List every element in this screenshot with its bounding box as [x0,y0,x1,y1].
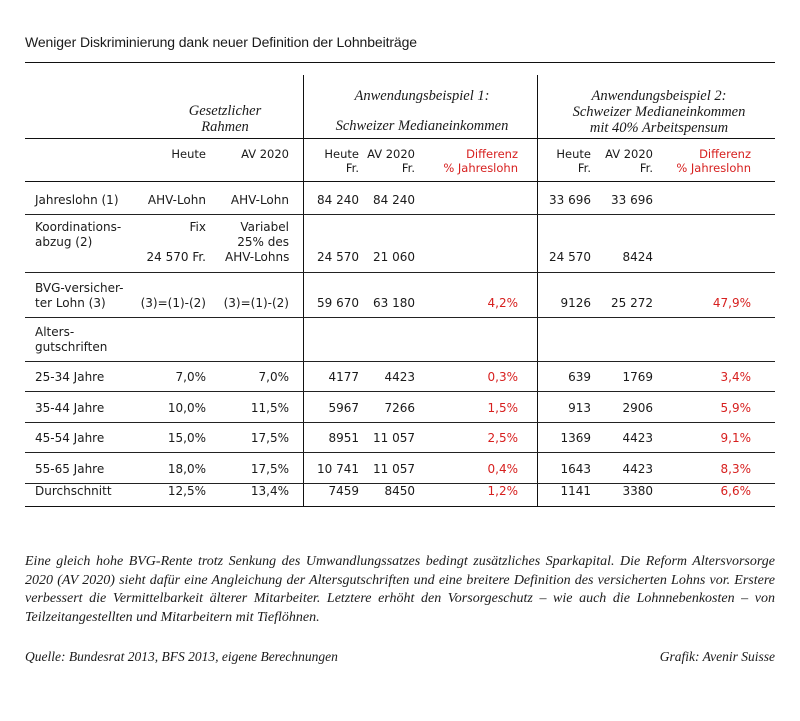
cell-age-ex2-diff: 3,4% [720,370,751,384]
cell-age-ex2-heute: 1369 [560,431,591,445]
group-ex2-header [543,88,775,136]
cell-age-legal-av: 17,5% [250,431,289,445]
cell-age-legal-heute: 15,0% [167,431,206,445]
row-rule-2 [25,272,775,273]
cell-age-ex2-heute: 639 [568,370,591,384]
cell-jahreslohn-ex2-heute: 33 696 [549,193,591,207]
cell-avg-legal-av: 13,4% [250,484,289,498]
group-ex1-header [308,88,536,104]
cell-avg-ex1-heute: 7459 [328,484,359,498]
group-ex1-line2: Schweizer Medianeinkommen [335,118,509,134]
cell-age-ex1-diff: 0,3% [487,370,518,384]
col-ex2-heute: Heute Fr. [556,147,591,175]
cell-age-ex1-heute: 8951 [328,431,359,445]
col-ex2-differenz: Differenz % Jahreslohn [676,147,751,175]
row-rule-age [25,391,775,392]
divider-ex1-ex2 [537,75,538,506]
group-legal-line2: Rahmen [201,119,249,135]
col-legal-av2020: AV 2020 [241,147,289,161]
row-label-jahreslohn: Jahreslohn (1) [35,193,119,207]
cell-age-ex2-diff: 5,9% [720,400,751,415]
group-ex1-sub [308,118,536,134]
cell-bvg-legal-av: (3)=(1)-(2) [223,296,289,310]
cell-koord-legal-av: Variabel 25% des AHV-Lohns [225,220,290,264]
cell-jahreslohn-legal-heute: AHV-Lohn [147,193,206,207]
row-label-age: 45-54 Jahre [35,431,105,445]
cell-koord-ex1-heute: 24 570 [317,250,359,264]
group-legal-line1: Gesetzlicher [188,103,262,119]
cell-bvg-legal-heute: (3)=(1)-(2) [140,296,206,310]
group-ex2-line1: Anwendungsbeispiel 2: [591,88,727,104]
cell-age-legal-heute: 18,0% [167,461,206,476]
cell-avg-ex2-diff: 6,6% [720,484,751,498]
cell-age-ex2-heute: 913 [568,400,591,415]
group-ex1-line1: Anwendungsbeispiel 1: [354,88,490,104]
cell-age-ex1-diff: 0,4% [487,461,518,476]
row-label-bvg: BVG-versicher- ter Lohn (3) [35,281,124,310]
cell-age-ex1-av: 7266 [384,400,415,415]
group-ex2-line3: mit 40% Arbeitspensum [589,120,729,136]
cell-bvg-ex2-av: 25 272 [611,296,653,310]
cell-age-ex1-heute: 4177 [328,370,359,384]
cell-age-ex2-heute: 1643 [560,461,591,476]
cell-age-ex1-av: 4423 [384,370,415,384]
cell-bvg-ex1-av: 63 180 [373,296,415,310]
row-label-alters: Alters- gutschriften [35,325,108,354]
cell-age-ex1-av: 11 057 [373,431,415,445]
cell-age-legal-av: 11,5% [250,400,289,415]
cell-age-ex2-diff: 8,3% [720,461,751,476]
cell-age-legal-av: 7,0% [258,370,289,384]
subheader-rule [25,181,775,182]
cell-age-ex1-diff: 1,5% [487,400,518,415]
cell-bvg-ex2-diff: 47,9% [712,296,751,310]
row-label-age: 25-34 Jahre [35,370,105,384]
cell-avg-ex1-av: 8450 [384,484,415,498]
credit-line: Grafik: Avenir Suisse [659,649,775,664]
group-ex2-line2: Schweizer Medianeinkommen [572,104,746,120]
cell-koord-legal-heute: Fix 24 570 Fr. [146,220,206,264]
row-rule-4 [25,361,775,362]
row-rule-age [25,422,775,423]
cell-age-ex2-av: 4423 [622,461,653,476]
cell-bvg-ex2-heute: 9126 [560,296,591,310]
cell-avg-legal-heute: 12,5% [167,484,206,498]
cell-age-ex1-heute: 10 741 [317,461,359,476]
row-rule-age [25,452,775,453]
explanatory-note: Eine gleich hohe BVG-Rente trotz Senkung des Umwandlungssatzes bedingt zusätzliches Sparkapital. Die Reform Altersvorsorge 2020 (AV 2020) sieht dafür eine Angleichung der Altersgutschriften und eine breitere Definition des versicherten Lohns vor. Erstere verbessert die Vermittelbarkeit älterer Mitarbeiter. Letztere erhöht den Vorsorgeschutz – wie auch die Lohnnebenkosten – von Teilzeitangestellten und Mitarbeitern mit Tieflöhnen. [25,554,775,625]
col-ex1-heute: Heute Fr. [324,147,359,175]
col-ex1-differenz: Differenz % Jahreslohn [443,147,518,175]
title-rule [25,62,775,63]
cell-age-ex1-diff: 2,5% [487,431,518,445]
cell-avg-ex1-diff: 1,2% [487,484,518,498]
table-bottom-rule [25,506,775,507]
cell-koord-ex2-av: 8424 [622,250,653,264]
cell-avg-ex2-heute: 1141 [560,484,591,498]
cell-avg-ex2-av: 3380 [622,484,653,498]
col-ex1-av2020: AV 2020 Fr. [367,147,415,175]
row-label-koordination: Koordinations- abzug (2) [35,220,122,249]
page-title: Weniger Diskriminierung dank neuer Definition der Lohnbeiträge [25,34,417,50]
cell-age-ex2-av: 4423 [622,431,653,445]
col-ex2-av2020: AV 2020 Fr. [605,147,653,175]
cell-bvg-ex1-heute: 59 670 [317,296,359,310]
cell-koord-ex1-av: 21 060 [373,250,415,264]
cell-jahreslohn-ex1-heute: 84 240 [317,193,359,207]
group-legal-header [150,103,300,135]
cell-age-legal-heute: 10,0% [167,400,206,415]
cell-age-legal-av: 17,5% [250,461,289,476]
cell-jahreslohn-ex1-av: 84 240 [373,193,415,207]
row-label-age: 55-65 Jahre [35,461,105,476]
cell-age-ex2-av: 2906 [622,400,653,415]
cell-age-ex1-av: 11 057 [373,461,415,476]
cell-age-ex2-diff: 9,1% [720,431,751,445]
row-label-age: 35-44 Jahre [35,400,105,415]
cell-age-legal-heute: 7,0% [175,370,206,384]
header-rule [25,138,775,139]
cell-age-ex2-av: 1769 [622,370,653,384]
col-legal-heute: Heute [171,147,206,161]
source-line: Quelle: Bundesrat 2013, BFS 2013, eigene Berechnungen [25,649,338,664]
cell-koord-ex2-heute: 24 570 [549,250,591,264]
row-label-durchschnitt: Durchschnitt [35,484,112,498]
row-rule-3 [25,317,775,318]
cell-bvg-ex1-diff: 4,2% [487,296,518,310]
cell-age-ex1-heute: 5967 [328,400,359,415]
row-rule-1 [25,214,775,215]
cell-jahreslohn-legal-av: AHV-Lohn [230,193,289,207]
cell-jahreslohn-ex2-av: 33 696 [611,193,653,207]
